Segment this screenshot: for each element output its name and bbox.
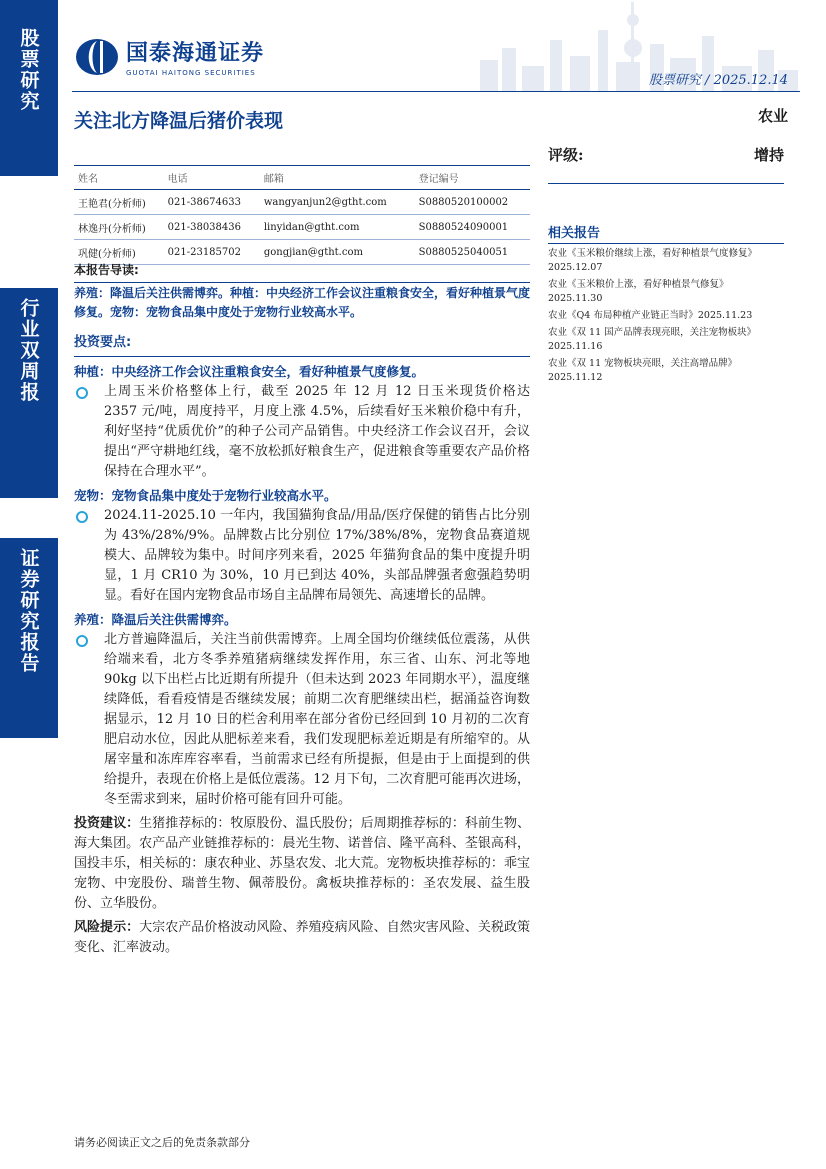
related-report-link[interactable]: 农业《Q4 布局种植产业链正当时》2025.11.23	[548, 310, 753, 321]
table-row	[74, 215, 530, 240]
sidebar-label-report-type: 行业双周报	[0, 288, 58, 498]
guide-heading: 本报告导读:	[74, 261, 530, 283]
analyst-name: 林逸丹(分析师)	[74, 215, 164, 240]
disclaimer-footer: 请务必阅读正文之后的免责条款部分	[74, 1136, 250, 1149]
investment-points	[74, 333, 530, 958]
header-divider	[72, 91, 800, 92]
guide-summary: 养殖：降温后关注供需博弈。种植：中央经济工作会议注重粮食安全，看好种植景气度修复。宠物：宠物食品集中度处于宠物行业较高水平。	[74, 286, 531, 319]
company-logo	[74, 36, 264, 77]
related-report-link[interactable]: 农业《双 11 宠物板块亮眼，关注高增品牌》 2025.11.12	[548, 358, 738, 383]
analyst-phone: 021-38674633	[164, 190, 260, 215]
pet-heading: 宠物：宠物食品集中度处于宠物行业较高水平。	[74, 488, 337, 503]
analyst-reg-no: S0880525040051	[415, 240, 530, 265]
rating-block	[548, 144, 784, 184]
rating-value: 增持	[753, 146, 784, 164]
breeding-paragraph: 北方普遍降温后，关注当前供需博弈。上周全国均价继续低位震荡，从供给端来看，北方冬季养殖猪病继续发挥作用，东三省、山东、河北等地 90kg 以下出栏占比近期有所提升（但未达到 2023 年同期水平），温度继续降低，看看疫情是否继续发展；前期二次育肥继续出栏，据涌益咨询数据显示，12 月 10 日的栏舍利用率在部分省份已经回到 10 月初的二次育肥启动水位，因此从肥标差来看，我们发现肥标差近期是有所缩窄的。从屠宰量和冻库库容率看，当前需求已经有所提振，但是由于上面提到的供给提升，表现在价格上是低位震荡。12 月下旬，二次育肥可能再次进场，冬至需求到来，届时价格可能有回升可能。	[74, 630, 530, 810]
analyst-email[interactable]: linyidan@gtht.com	[260, 215, 415, 240]
planting-heading: 种植：中央经济工作会议注重粮食安全，看好种植景气度修复。	[74, 364, 425, 379]
table-row	[74, 190, 530, 215]
col-reg: 登记编号	[415, 166, 530, 190]
sidebar-label-securities-report: 证券研究报告	[0, 538, 58, 738]
related-report-link[interactable]: 农业《玉米粮价继续上涨，看好种植景气度修复》 2025.12.07	[548, 248, 758, 273]
related-reports	[548, 222, 784, 385]
rating-label: 评级:	[548, 146, 584, 164]
analyst-name: 巩健(分析师)	[74, 240, 164, 265]
bullet-icon	[76, 635, 88, 647]
sector-label: 农业	[757, 107, 788, 125]
analyst-table	[74, 165, 530, 265]
logo-mark-icon	[74, 37, 120, 77]
report-title: 关注北方降温后猪价表现	[74, 110, 284, 132]
bullet-icon	[76, 387, 88, 399]
analyst-email[interactable]: wangyanjun2@gtht.com	[260, 190, 415, 215]
related-report-link[interactable]: 农业《玉米粮价上涨，看好种植景气修复》 2025.11.30	[548, 279, 729, 304]
col-name: 姓名	[74, 166, 164, 190]
analyst-email[interactable]: gongjian@gtht.com	[260, 240, 415, 265]
logo-name-cn: 国泰海通证券	[126, 41, 265, 66]
related-report-link[interactable]: 农业《双 11 国产品牌表现亮眼，关注宠物板块》 2025.11.16	[548, 327, 757, 352]
logo-name-en: GUOTAI HAITONG SECURITIES	[126, 69, 256, 77]
risk-warning: 风险提示：大宗农产品价格波动风险、养殖疫病风险、自然灾害风险、关税政策变化、汇率波动。	[74, 920, 530, 955]
sidebar-label-stock-research: 股票研究	[0, 0, 58, 176]
col-email: 邮箱	[260, 166, 415, 190]
breeding-heading: 养殖：降温后关注供需博弈。	[74, 612, 237, 627]
planting-paragraph: 上周玉米价格整体上行，截至 2025 年 12 月 12 日玉米现货价格达 2357 元/吨，周度持平，月度上涨 4.5%，后续看好玉米粮价稳中有升，利好坚持“优质优价”的种子公司产品销售。中央经济工作会议召开，会议提出“严守耕地红线，毫不放松抓好粮食生产，促进粮食等重要农产品价格保持在合理水平”。	[74, 382, 530, 482]
analyst-reg-no: S0880520100002	[415, 190, 530, 215]
analyst-name: 王艳君(分析师)	[74, 190, 164, 215]
bullet-icon	[76, 511, 88, 523]
report-meta: 股票研究 / 2025.12.14	[648, 73, 788, 88]
col-phone: 电话	[164, 166, 260, 190]
analyst-phone: 021-38038436	[164, 215, 260, 240]
analyst-reg-no: S0880524090001	[415, 215, 530, 240]
investment-advice: 投资建议：生猪推荐标的：牧原股份、温氏股份；后周期推荐标的：科前生物、海大集团。农产品产业链推荐标的：晨光生物、诺普信、隆平高科、荃银高科，国投丰乐，相关标的：康农种业、苏垦农发、北大荒。宠物板块推荐标的：乖宝宠物、中宠股份、瑞普生物、佩蒂股份。禽板块推荐标的：圣农发展、益生股份、立华股份。	[74, 816, 530, 911]
pet-paragraph: 2024.11-2025.10 一年内，我国猫狗食品/用品/医疗保健的销售占比分别为 43%/28%/9%。品牌数占比分别位 17%/38%/8%，宠物食品赛道规模大、品牌较为集中。时间序列来看，2025 年猫狗食品的集中度提升明显，1 月 CR10 为 30%，10 月已到达 40%，头部品牌强者愈强趋势明显。看好在国内宠物食品市场自主品牌布局领先、高速增长的品牌。	[74, 506, 530, 606]
related-reports-heading: 相关报告	[548, 222, 784, 244]
analyst-phone: 021-23185702	[164, 240, 260, 265]
points-heading: 投资要点:	[74, 333, 530, 357]
